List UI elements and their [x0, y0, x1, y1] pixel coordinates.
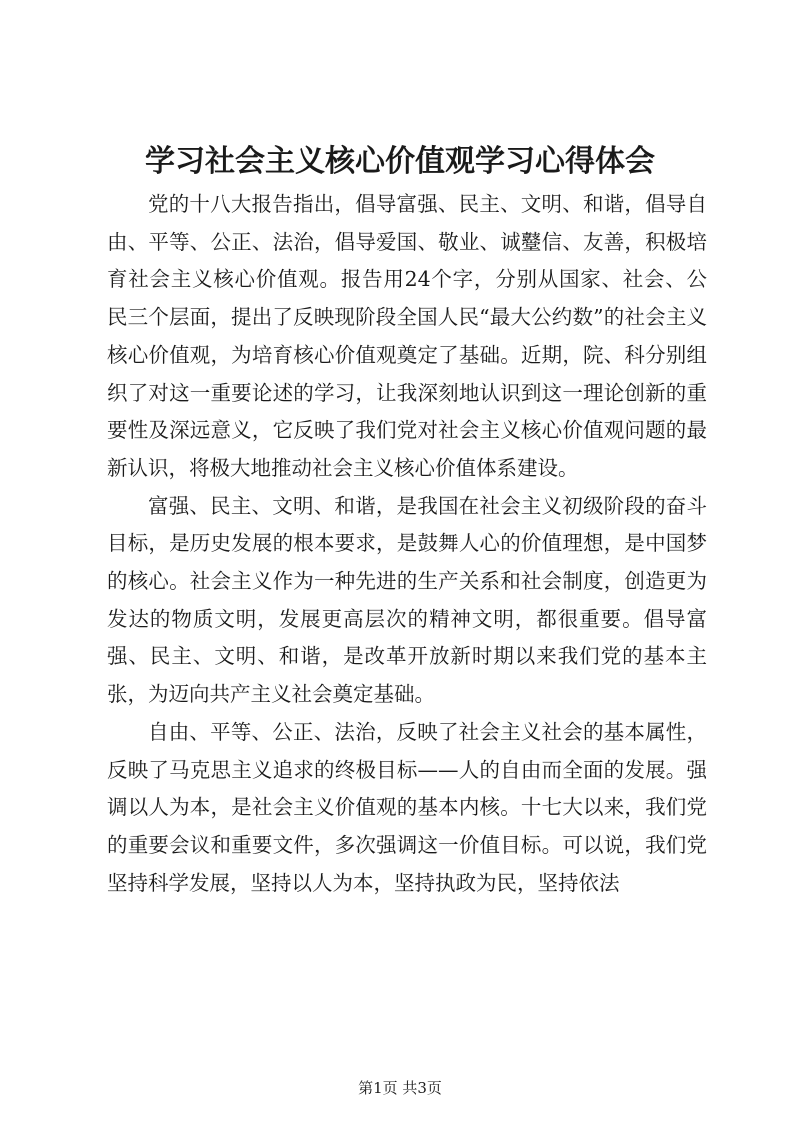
page-number: 第1页	[358, 1079, 398, 1097]
paragraph: 党的十八大报告指出，倡导富强、民主、文明、和谐，倡导自由、平等、公正、法治，倡导爱国、敬业、诚鼞信、友善，积极培育社会主义核心价值观。报告用24个字，分别从国家、社会、公民三个层面，提出了反映现阶段全国人民“最大公约数”的社会主义核心价值观，为培育核心价值观奠定了基础。近期，院、科分别组织了对这一重要论述的学习，让我深刻地认识到这一理论创新的重要性及深远意义，它反映了我们党对社会主义核心价值观问题的最新认识，将极大地推动社会主义核心价值体系建设。	[107, 192, 707, 480]
paragraph: 富强、民主、文明、和谐，是我国在社会主义初级阶段的奋斗目标，是历史发展的根本要求，是鼓舞人心的价值理想，是中国梦的核心。社会主义作为一种先进的生产关系和社会制度，创造更为发达的物质文明，发展更高层次的精神文明，都很重要。倡导富强、民主、文明、和谐，是改革开放新时期以来我们党的基本主张，为迈向共产主义社会奠定基础。	[107, 493, 707, 707]
page-total: 共3页	[402, 1079, 442, 1097]
document-body	[107, 186, 707, 902]
paragraph: 自由、平等、公正、法治，反映了社会主义社会的基本属性，反映了马克思主义追求的终极目标——人的自由而全面的发展。强调以人为本，是社会主义价值观的基本内核。十七大以来，我们党的重要会议和重要文件，多次强调这一价值目标。可以说，我们党坚持科学发展，坚持以人为本，坚持执政为民，坚持依法	[107, 719, 707, 895]
page-footer	[0, 1078, 800, 1098]
document-title: 学习社会主义核心价值观学习心得体会	[145, 144, 655, 179]
